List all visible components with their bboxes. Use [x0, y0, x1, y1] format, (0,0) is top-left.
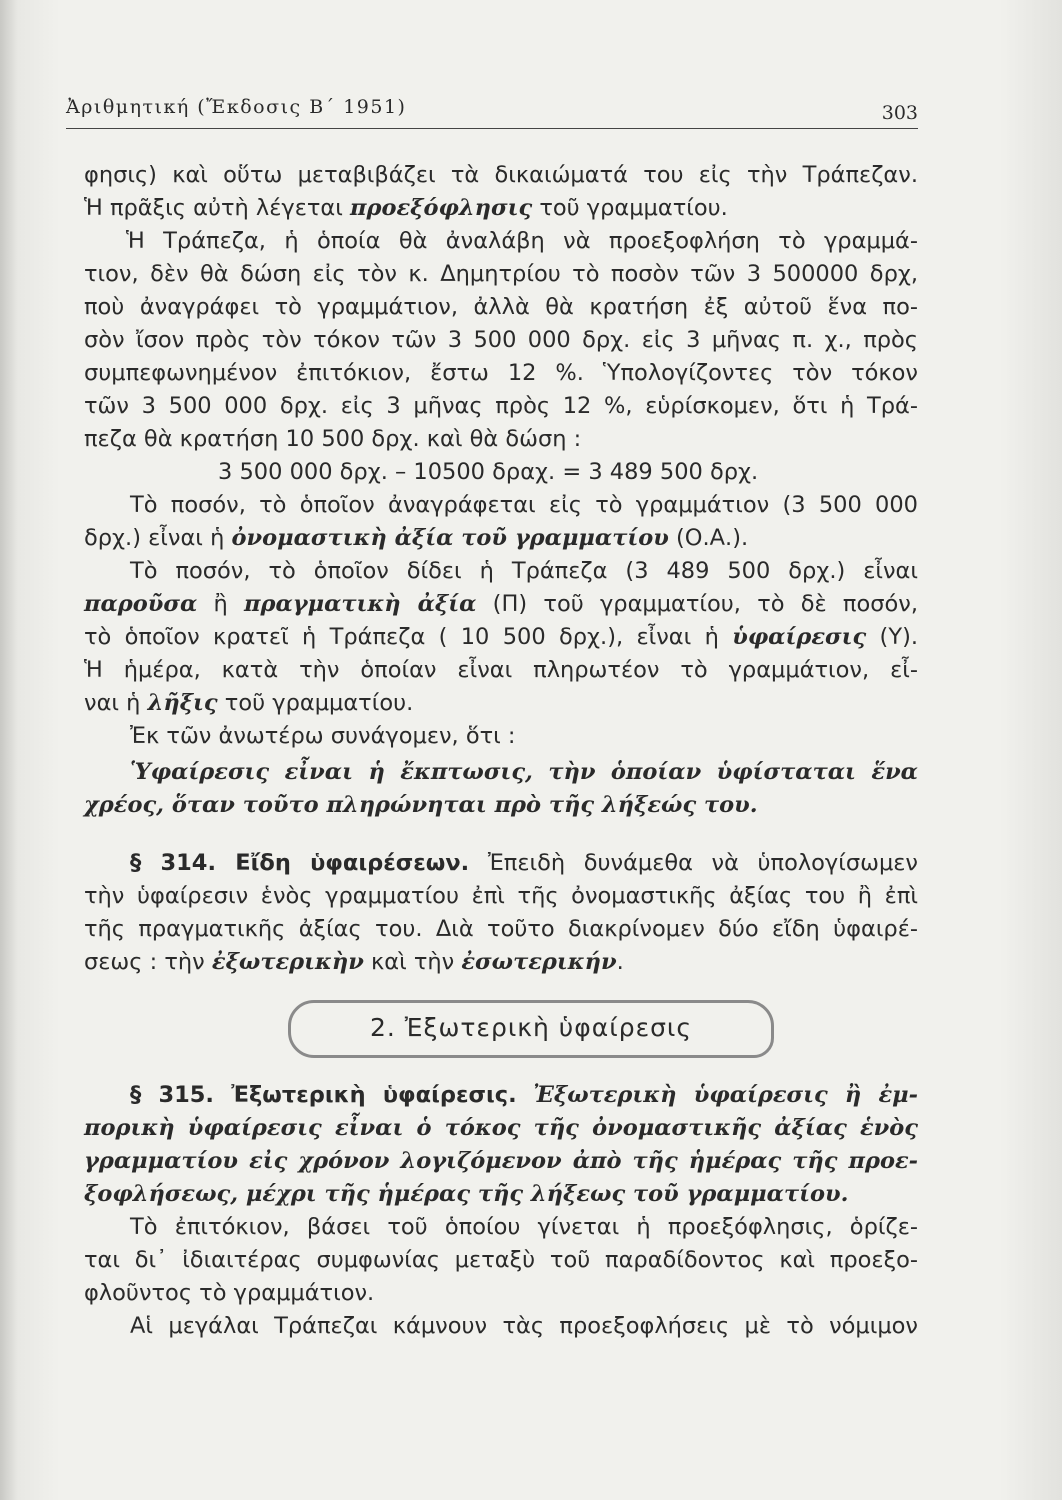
text-line: τῶν 3 500 000 δρχ. εἰς 3 μῆνας πρὸς 12 %, εὑρίσκομεν, ὅτι ἡ Τρά-	[84, 393, 918, 419]
equation-line: 3 500 000 δρχ. – 10500 δραχ. = 3 489 500 δρχ.	[218, 459, 759, 485]
text-line: φησις) καὶ οὕτω μεταβιβάζει τὰ δικαιώματά του εἰς τὴν Τράπεζαν.	[84, 162, 918, 188]
text-line: σὸν ἴσον πρὸς τὸν τόκον τῶν 3 500 000 δρχ. εἰς 3 μῆνας π. χ., πρὸς	[84, 327, 918, 353]
text-line: Ἐκ τῶν ἀνωτέρω συνάγομεν, ὅτι :	[130, 723, 516, 749]
text-line: Ἡ Τράπεζα, ἡ ὁποία θὰ ἀναλάβη νὰ προεξοφλήση τὸ γραμμά-	[126, 228, 918, 254]
text-line: πεζα θὰ κρατήση 10 500 δρχ. καὶ θὰ δώση :	[84, 426, 582, 452]
text-line: ποὺ ἀναγράφει τὸ γραμμάτιον, ἀλλὰ θὰ κρατήση ἐξ αὐτοῦ ἕνα πο-	[84, 294, 918, 320]
text-line: δρχ.) εἶναι ἡ ὀνομαστικὴ ἀξία τοῦ γραμματίου (Ο.Α.).	[84, 525, 749, 551]
text-line: συμπεφωνημένον ἐπιτόκιον, ἔστω 12 %. Ὑπολογίζοντες τὸν τόκον	[84, 360, 918, 386]
text-line: ναι ἡ λῆξις τοῦ γραμματίου.	[84, 690, 414, 716]
text-line: Τὸ ἐπιτόκιον, βάσει τοῦ ὁποίου γίνεται ἡ προεξόφλησις, ὁρίζε-	[130, 1214, 918, 1240]
definition-line: πορικὴ ὑφαίρεσις εἶναι ὁ τόκος τῆς ὀνομαστικῆς ἀξίας ἑνὸς	[84, 1115, 918, 1141]
text-line: Τὸ ποσόν, τὸ ὁποῖον δίδει ἡ Τράπεζα (3 489 500 δρχ.) εἶναι	[130, 558, 918, 584]
section-heading: 2. Ἐξωτερικὴ ὑφαίρεσις	[369, 1013, 693, 1042]
page-header	[66, 96, 918, 129]
text-line: σεως : τὴν ἐξωτερικὴν καὶ τὴν ἐσωτερικήν.	[84, 949, 624, 975]
section-314-line: § 314. Εἴδη ὑφαιρέσεων. Ἐπειδὴ δυνάμεθα νὰ ὑπολογίσωμεν	[130, 850, 918, 876]
text-line: Ἡ πρᾶξις αὐτὴ λέγεται προεξόφλησις τοῦ γραμματίου.	[84, 195, 728, 221]
text-line: φλοῦντος τὸ γραμμάτιον.	[84, 1280, 375, 1306]
text-line: Τὸ ποσόν, τὸ ὁποῖον ἀναγράφεται εἰς τὸ γραμμάτιον (3 500 000	[130, 492, 918, 518]
text-line: τὴν ὑφαίρεσιν ἑνὸς γραμματίου ἐπὶ τῆς ὀνομαστικῆς ἀξίας του ἢ ἐπὶ	[84, 883, 918, 909]
definition-line: Ὑφαίρεσις εἶναι ἡ ἔκπτωσις, τὴν ὁποίαν ὑφίσταται ἕνα	[130, 759, 918, 785]
text-line: τιον, δὲν θὰ δώση εἰς τὸν κ. Δημητρίου τὸ ποσὸν τῶν 3 500000 δρχ,	[84, 261, 918, 287]
text-line: Αἱ μεγάλαι Τράπεζαι κάμνουν τὰς προεξοφλήσεις μὲ τὸ νόμιμον	[130, 1313, 918, 1339]
running-title: Ἀριθμητική (Ἔκδοσις Β΄ 1951)	[66, 96, 407, 118]
text-line: τῆς πραγματικῆς ἀξίας του. Διὰ τοῦτο διακρίνομεν δύο εἴδη ὑφαιρέ-	[84, 916, 918, 942]
section-heading-box	[288, 1000, 774, 1058]
definition-line: ξοφλήσεως, μέχρι τῆς ἡμέρας τῆς λήξεως τοῦ γραμματίου.	[84, 1181, 849, 1207]
definition-line: χρέος, ὅταν τοῦτο πληρώνηται πρὸ τῆς λήξεώς του.	[84, 792, 758, 818]
text-line: Ἡ ἡμέρα, κατὰ τὴν ὁποίαν εἶναι πληρωτέον τὸ γραμμάτιον, εἶ-	[84, 657, 918, 683]
section-315-line: § 315. Ἐξωτερικὴ ὑφαίρεσις. Ἐξωτερικὴ ὑφαίρεσις ἢ ἐμ-	[130, 1082, 918, 1108]
text-line: ται δι᾽ ἰδιαιτέρας συμφωνίας μεταξὺ τοῦ παραδίδοντος καὶ προεξο-	[84, 1247, 918, 1273]
text-line: παροῦσα ἢ πραγματικὴ ἀξία (Π) τοῦ γραμματίου, τὸ δὲ ποσόν,	[84, 591, 918, 617]
definition-line: γραμματίου εἰς χρόνον λογιζόμενον ἀπὸ τῆς ἡμέρας τῆς προε-	[84, 1148, 918, 1174]
page-number: 303	[881, 102, 918, 124]
text-line: τὸ ὁποῖον κρατεῖ ἡ Τράπεζα ( 10 500 δρχ.), εἶναι ἡ ὑφαίρεσις (Υ).	[84, 624, 918, 650]
